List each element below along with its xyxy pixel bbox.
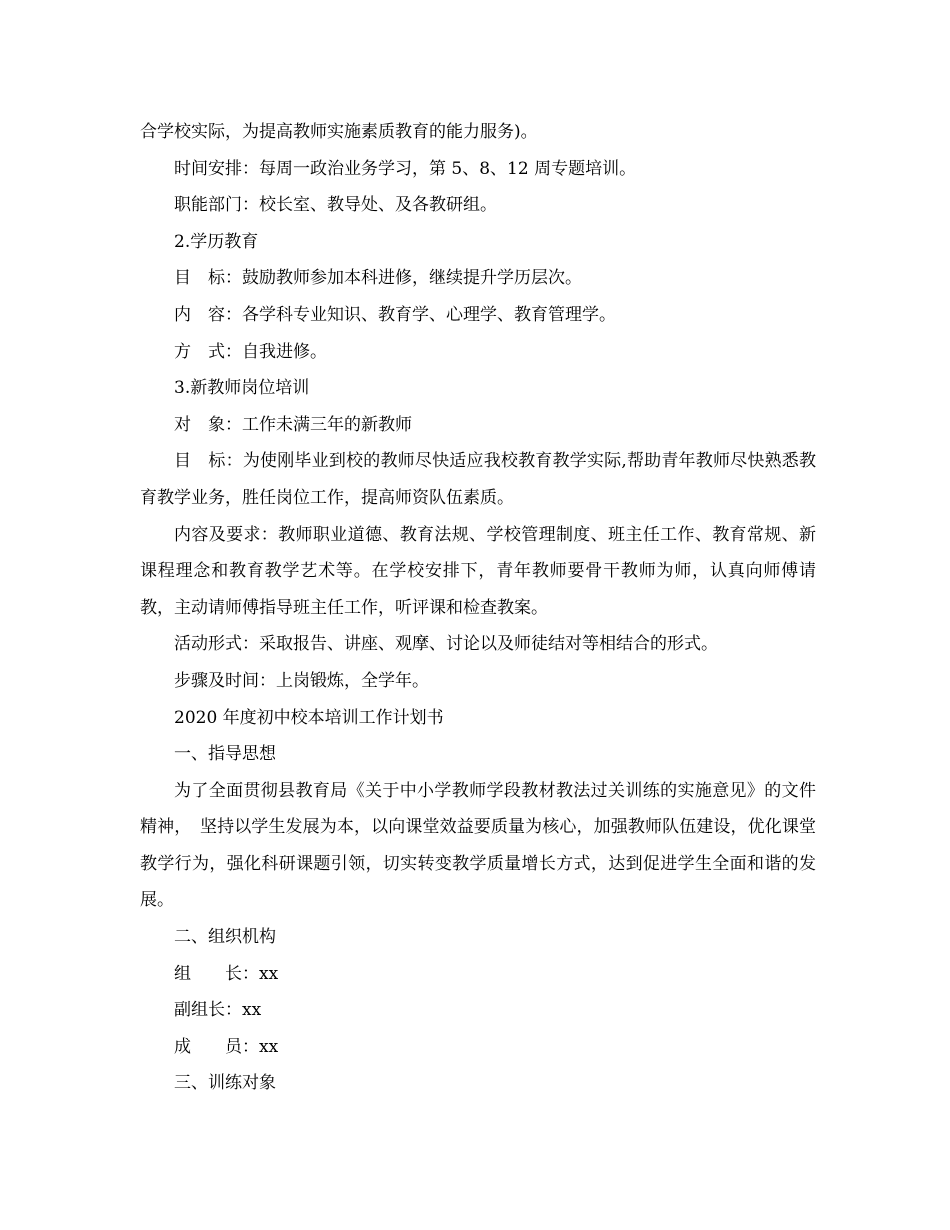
heading-degree-education: 2.学历教育 [174,231,259,252]
document-title-plan: 2020 年度初中校本培训工作计划书 [174,707,444,728]
paragraph-new-teacher-requirements: 内容及要求：教师职业道德、教育法规、学校管理制度、班主任工作、教育常规、新课程理念和教育教学艺术等。在学校安排下，青年教师要骨干教师为师，认真向师傅请教，主动请师傅指导班主任工作，听评课和检查教案。 [140,524,816,618]
paragraph-steps-time: 步骤及时间：上岗锻炼，全学年。 [174,670,429,691]
heading-guiding-ideology: 一、指导思想 [174,744,276,765]
paragraph-activity-format: 活动形式：采取报告、讲座、观摩、讨论以及师徒结对等相结合的形式。 [174,634,718,655]
paragraph-schedule: 时间安排：每周一政治业务学习，第 5、8、12 周专题培训。 [174,158,637,179]
paragraph-new-teacher-target: 对 象：工作未满三年的新教师 [174,414,412,435]
paragraph-degree-method: 方 式：自我进修。 [174,341,327,362]
paragraph-continuation: 合学校实际，为提高教师实施素质教育的能力服务)。 [140,122,538,142]
paragraph-degree-goal: 目 标：鼓励教师参加本科进修，继续提升学历层次。 [174,268,582,289]
paragraph-new-teacher-goal: 目 标：为使刚毕业到校的教师尽快适应我校教育教学实际,帮助青年教师尽快熟悉教育教学业务，胜任岗位工作，提高师资队伍素质。 [140,451,816,508]
heading-new-teacher-training: 3.新教师岗位培训 [174,378,310,399]
heading-training-target: 三、训练对象 [174,1073,276,1094]
paragraph-guiding-ideology: 为了全面贯彻县教育局《关于中小学教师学段教材教法过关训练的实施意见》的文件精神， 坚持以学生发展为本，以向课堂效益要质量为核心，加强教师队伍建设，优化课堂教学行为，强化科研课题引领，切实转变教学质量增长方式，达到促进学生全面和谐的发展。 [140,780,816,911]
paragraph-team-leader: 组 长：xx [174,963,279,984]
paragraph-departments: 职能部门：校长室、教导处、及各教研组。 [174,195,497,216]
paragraph-deputy-leader: 副组长：xx [174,1000,262,1021]
paragraph-degree-content: 内 容：各学科专业知识、教育学、心理学、教育管理学。 [174,304,616,325]
heading-organization: 二、组织机构 [174,927,276,948]
paragraph-members: 成 员：xx [174,1036,279,1057]
document-body [140,114,816,1102]
